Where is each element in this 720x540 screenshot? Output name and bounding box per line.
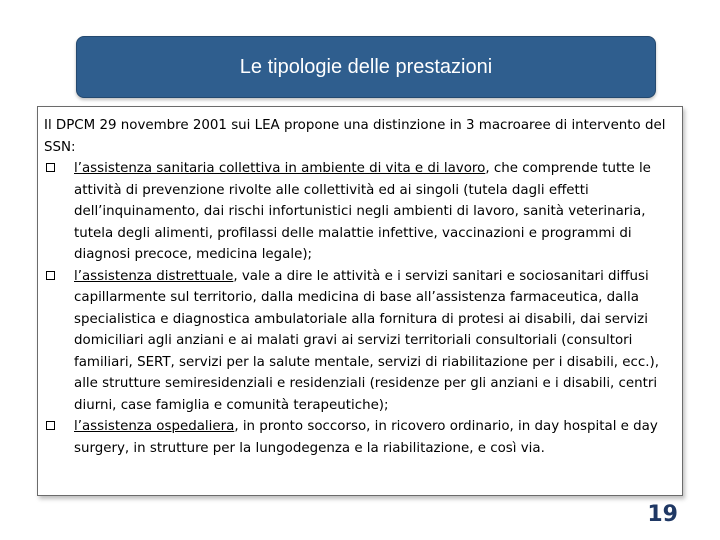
list-item: [44, 416, 676, 459]
item-heading: l’assistenza sanitaria collettiva in ambiente di vita e di lavoro: [74, 161, 486, 176]
list-item: [44, 266, 676, 417]
checkbox-bullet-icon: [46, 271, 55, 280]
page-number: 19: [647, 502, 678, 527]
list-item: [44, 158, 676, 266]
intro-text: Il DPCM 29 novembre 2001 sui LEA propone una distinzione in 3 macroaree di intervento del SSN:: [44, 118, 666, 155]
checkbox-bullet-icon: [46, 163, 55, 172]
item-text: , in pronto soccorso, in ricovero ordinario, in day hospital e day surgery, in strutture per la lungodegenza e la riabilitazione, e così via.: [74, 419, 658, 456]
slide-title-bar: [76, 36, 656, 98]
item-text: , che comprende tutte le attività di prevenzione rivolte alle collettività ed ai singoli (tutela dagli effetti dell’inquinamento, dai rischi infortunistici negli ambienti di lavoro, sanità veterinaria, tutela degli alimenti, profilassi delle malattie infettive, vaccinazioni e programmi di diagnosi precoce, medicina legale);: [74, 161, 651, 262]
content-box: [37, 106, 683, 496]
item-heading: l’assistenza distrettuale: [74, 268, 234, 284]
item-heading: l’assistenza ospedaliera: [74, 419, 235, 434]
slide-title: Le tipologie delle prestazioni: [239, 55, 493, 78]
item-text: , vale a dire le attività e i servizi sanitari e sociosanitari diffusi capillarmente sul territorio, dalla medicina di base all’assistenza farmaceutica, dalla specialistica e diagnostica ambulatoriale alla fornitura di protesi ai disabili, dai servizi domiciliari agli anziani e ai malati gravi ai servizi territoriali consultoriali (consultori familiari, SERT, servizi per la salute mentale, servizi di riabilitazione per i disabili, ecc.), alle strutture semiresidenziali e residenziali (residenze per gli anziani e i disabili, centri diurni, case famiglia e comunità terapeutiche);: [74, 268, 660, 413]
checkbox-bullet-icon: [46, 421, 55, 430]
